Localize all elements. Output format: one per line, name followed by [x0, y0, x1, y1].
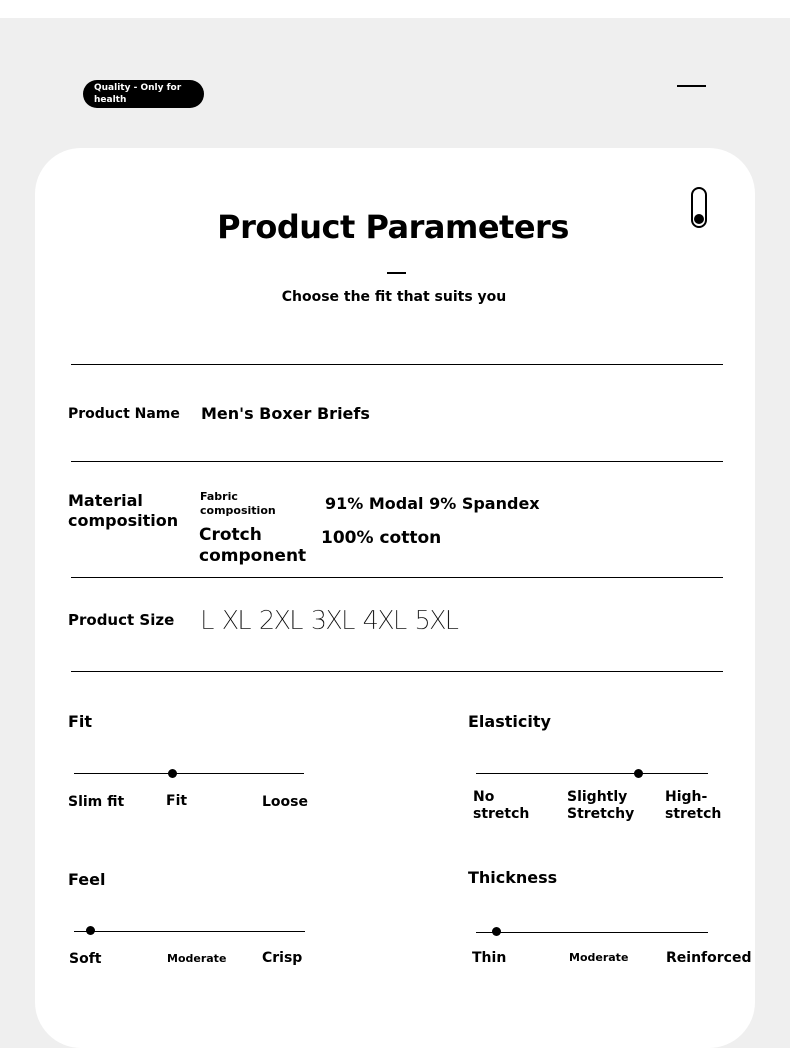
elasticity-label-mid: Slightly Stretchy: [567, 789, 635, 822]
size-list: [200, 606, 466, 636]
thickness-track: [476, 932, 708, 933]
row-divider: [71, 577, 723, 578]
elasticity-label-high: High- stretch: [665, 789, 722, 822]
elasticity-title: Elasticity: [468, 712, 551, 731]
fabric-label: Fabric composition: [200, 490, 276, 517]
top-strip: [0, 0, 790, 18]
fit-label-mid: Fit: [166, 793, 188, 809]
quality-badge: Quality - Only for health: [83, 80, 204, 108]
fabric-value: 91% Modal 9% Spandex: [325, 494, 540, 513]
size-item: 2XL: [258, 606, 302, 636]
row-divider: [71, 671, 723, 672]
elasticity-knob: [634, 769, 643, 778]
elasticity-track: [476, 773, 708, 774]
feel-label-high: Crisp: [262, 950, 303, 966]
product-name-label: Product Name: [68, 406, 180, 422]
size-item: L: [200, 606, 213, 636]
row-divider: [71, 461, 723, 462]
feel-title: Feel: [68, 870, 106, 889]
fit-label-low: Slim fit: [68, 794, 125, 810]
row-divider: [71, 364, 723, 365]
parameters-card: [35, 148, 755, 1048]
feel-track: [74, 931, 305, 932]
page-subtitle: Choose the fit that suits you: [281, 289, 507, 305]
thickness-label-low: Thin: [472, 950, 507, 966]
size-item: 3XL: [310, 606, 354, 636]
size-item: XL: [221, 606, 250, 636]
thickness-label-mid: Moderate: [569, 951, 629, 964]
feel-label-mid: Moderate: [167, 952, 227, 965]
size-item: 5XL: [414, 606, 458, 636]
product-name-value: Men's Boxer Briefs: [201, 404, 370, 423]
fit-track: [74, 773, 304, 774]
title-divider: [387, 272, 406, 274]
elasticity-label-low: No stretch: [473, 789, 530, 822]
crotch-label: Crotch component: [199, 525, 307, 566]
thickness-title: Thickness: [468, 868, 558, 887]
feel-knob: [86, 926, 95, 935]
material-label: Material composition: [68, 491, 179, 530]
size-label: Product Size: [68, 611, 175, 629]
menu-dash-icon: [677, 85, 706, 87]
feel-label-low: Soft: [69, 951, 102, 967]
crotch-value: 100% cotton: [321, 528, 442, 548]
fit-title: Fit: [68, 712, 93, 731]
thickness-label-high: Reinforced: [666, 950, 752, 966]
page-title: Product Parameters: [217, 208, 569, 246]
fit-label-high: Loose: [262, 794, 308, 810]
size-item: 4XL: [362, 606, 406, 636]
